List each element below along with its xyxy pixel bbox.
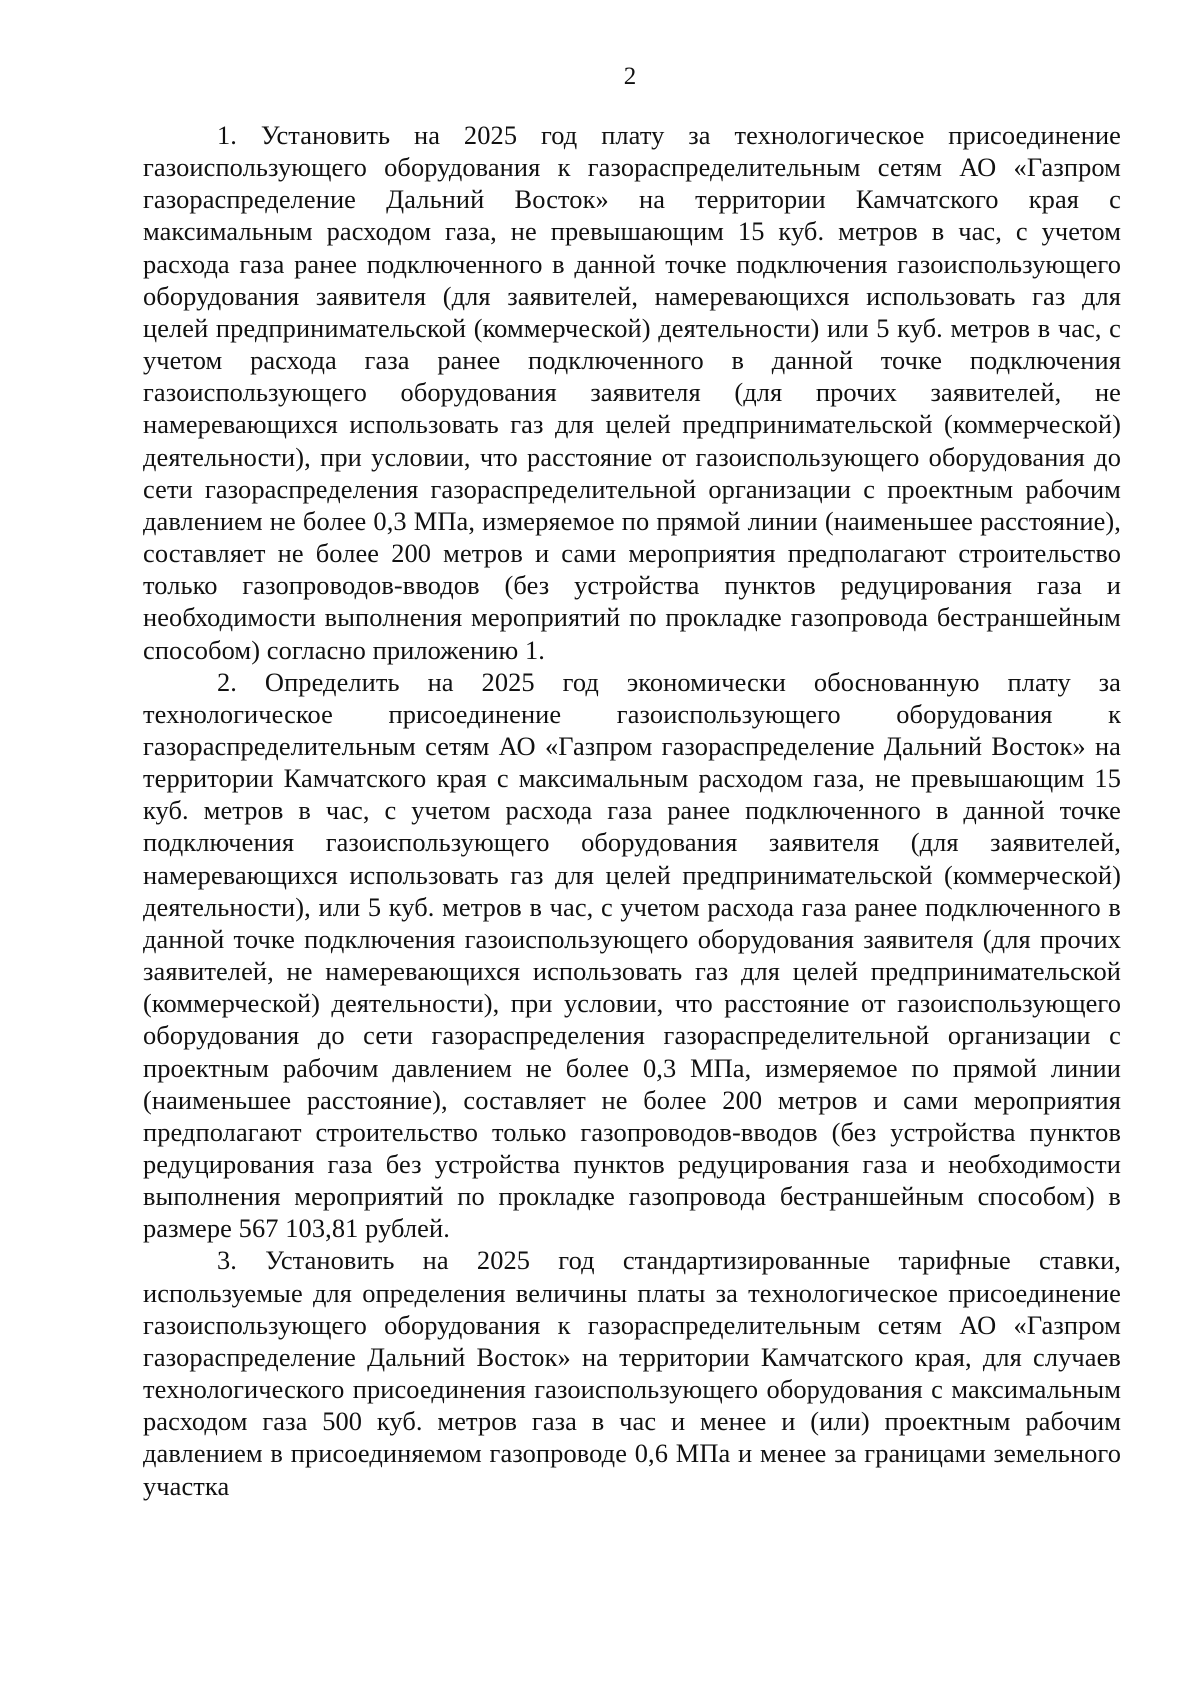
paragraph-1: 1. Установить на 2025 год плату за технологическое присоединение газоиспользующего оборудования к газораспределительным сетям АО «Газпром газораспределение Дальний Восток» на территории Камчатского края с максимальным расходом газа, не превышающим 15 куб. метров в час, с учетом расхода газа ранее подключенного в данной точке подключения газоиспользующего оборудования заявителя (для заявителей, намеревающихся использовать газ для целей предпринимательской (коммерческой) деятельности) или 5 куб. метров в час, с учетом расхода газа ранее подключенного в данной точке подключения газоиспользующего оборудования заявителя (для прочих заявителей, не намеревающихся использовать газ для целей предпринимательской (коммерческой) деятельности), при условии, что расстояние от газоиспользующего оборудования до сети газораспределения газораспределительной организации с проектным рабочим давлением не более 0,3 МПа, измеряемое по прямой линии (наименьшее расстояние), составляет не более 200 метров и сами мероприятия предполагают строительство только газопроводов-вводов (без устройства пунктов редуцирования газа и необходимости выполнения мероприятий по прокладке газопровода бестраншейным способом) согласно приложению 1. (143, 120, 1121, 665)
paragraph-2: 2. Определить на 2025 год экономически обоснованную плату за технологическое присоединение газоиспользующего оборудования к газораспределительным сетям АО «Газпром газораспределение Дальний Восток» на территории Камчатского края с максимальным расходом газа, не превышающим 15 куб. метров в час, с учетом расхода газа ранее подключенного в данной точке подключения газоиспользующего оборудования заявителя (для заявителей, намеревающихся использовать газ для целей предпринимательской (коммерческой) деятельности), или 5 куб. метров в час, с учетом расхода газа ранее подключенного в данной точке подключения газоиспользующего оборудования заявителя (для прочих заявителей, не намеревающихся использовать газ для целей предпринимательской (коммерческой) деятельности), при условии, что расстояние от газоиспользующего оборудования до сети газораспределения газораспределительной организации с проектным рабочим давлением не более 0,3 МПа, измеряемое по прямой линии (наименьшее расстояние), составляет не более 200 метров и сами мероприятия предполагают строительство только газопроводов-вводов (без устройства пунктов редуцирования газа без устройства пунктов редуцирования газа и необходимости выполнения мероприятий по прокладке газопровода бестраншейным способом) в размере 567 103,81 рублей. (143, 666, 1121, 1244)
document-body (143, 119, 1121, 1502)
paragraph-3: 3. Установить на 2025 год стандартизированные тарифные ставки, используемые для определения величины платы за технологическое присоединение газоиспользующего оборудования к газораспределительным сетям АО «Газпром газораспределение Дальний Восток» на территории Камчатского края, для случаев технологического присоединения газоиспользующего оборудования с максимальным расходом газа 500 куб. метров газа в час и менее и (или) проектным рабочим давлением в присоединяемом газопроводе 0,6 МПа и менее за границами земельного участка (143, 1245, 1121, 1501)
page-number: 2 (623, 63, 637, 90)
